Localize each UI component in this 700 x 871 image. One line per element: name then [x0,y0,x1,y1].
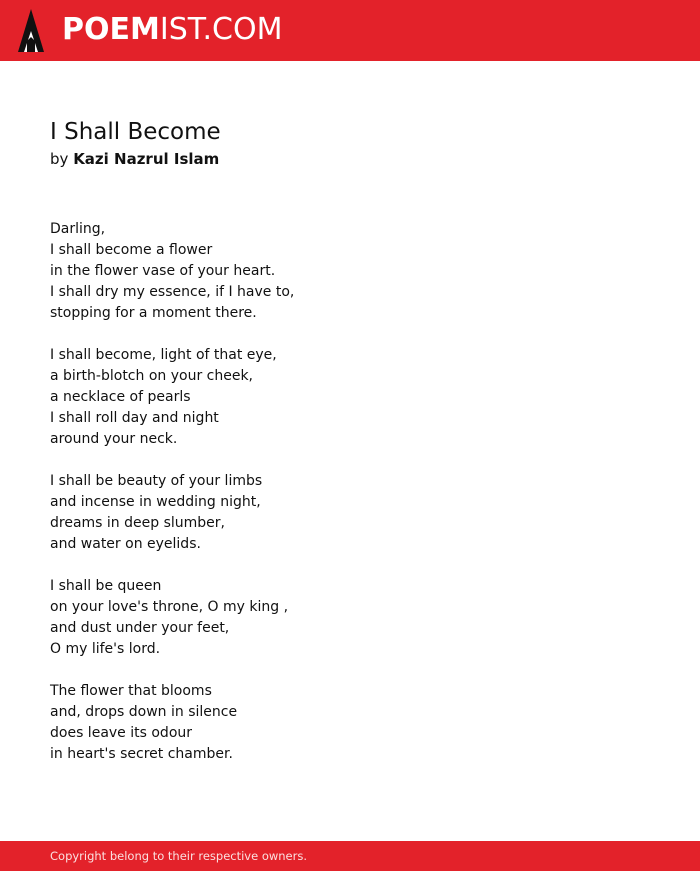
copyright-text: Copyright belong to their respective owners. [50,849,308,863]
poem-byline [50,148,219,170]
stanza [50,471,650,555]
poem-line: and, drops down in silence [50,704,238,720]
poem-line: in heart's secret chamber. [50,746,233,762]
poem-line: dreams in deep slumber, [50,515,225,531]
brand-bold-text: POEM [62,12,160,47]
poem-body [50,219,650,786]
stanza [50,345,650,450]
pencil-logo-icon[interactable] [17,9,45,52]
poem-line: I shall become a flower [50,242,213,258]
poem-line: I shall dry my essence, if I have to, [50,284,295,300]
poem-line: O my life's lord. [50,641,161,657]
poem-line: on your love's throne, O my king , [50,599,289,615]
poem-line: a necklace of pearls [50,389,191,405]
poem-line: does leave its odour [50,725,193,741]
poem-line: in the flower vase of your heart. [50,263,276,279]
site-footer [0,841,700,871]
by-label: by [50,150,69,168]
poem-line: The flower that blooms [50,683,212,699]
poem-line: stopping for a moment there. [50,305,257,321]
site-header [0,0,700,61]
poem-line: Darling, [50,221,106,237]
site-brand[interactable] [62,13,282,47]
stanza [50,576,650,660]
stanza [50,219,650,324]
poem-line: I shall be queen [50,578,162,594]
poem-line: around your neck. [50,431,178,447]
poem-title: I Shall Become [50,119,221,145]
brand-light-text: IST.COM [159,12,283,47]
poem-line: and incense in wedding night, [50,494,261,510]
poem-line: I shall be beauty of your limbs [50,473,263,489]
stanza [50,681,650,765]
poem-line: I shall roll day and night [50,410,219,426]
poem-line: and dust under your feet, [50,620,230,636]
poem-line: a birth-blotch on your cheek, [50,368,253,384]
poem-author[interactable]: Kazi Nazrul Islam [73,150,220,168]
poem-line: I shall become, light of that eye, [50,347,277,363]
poem-line: and water on eyelids. [50,536,201,552]
